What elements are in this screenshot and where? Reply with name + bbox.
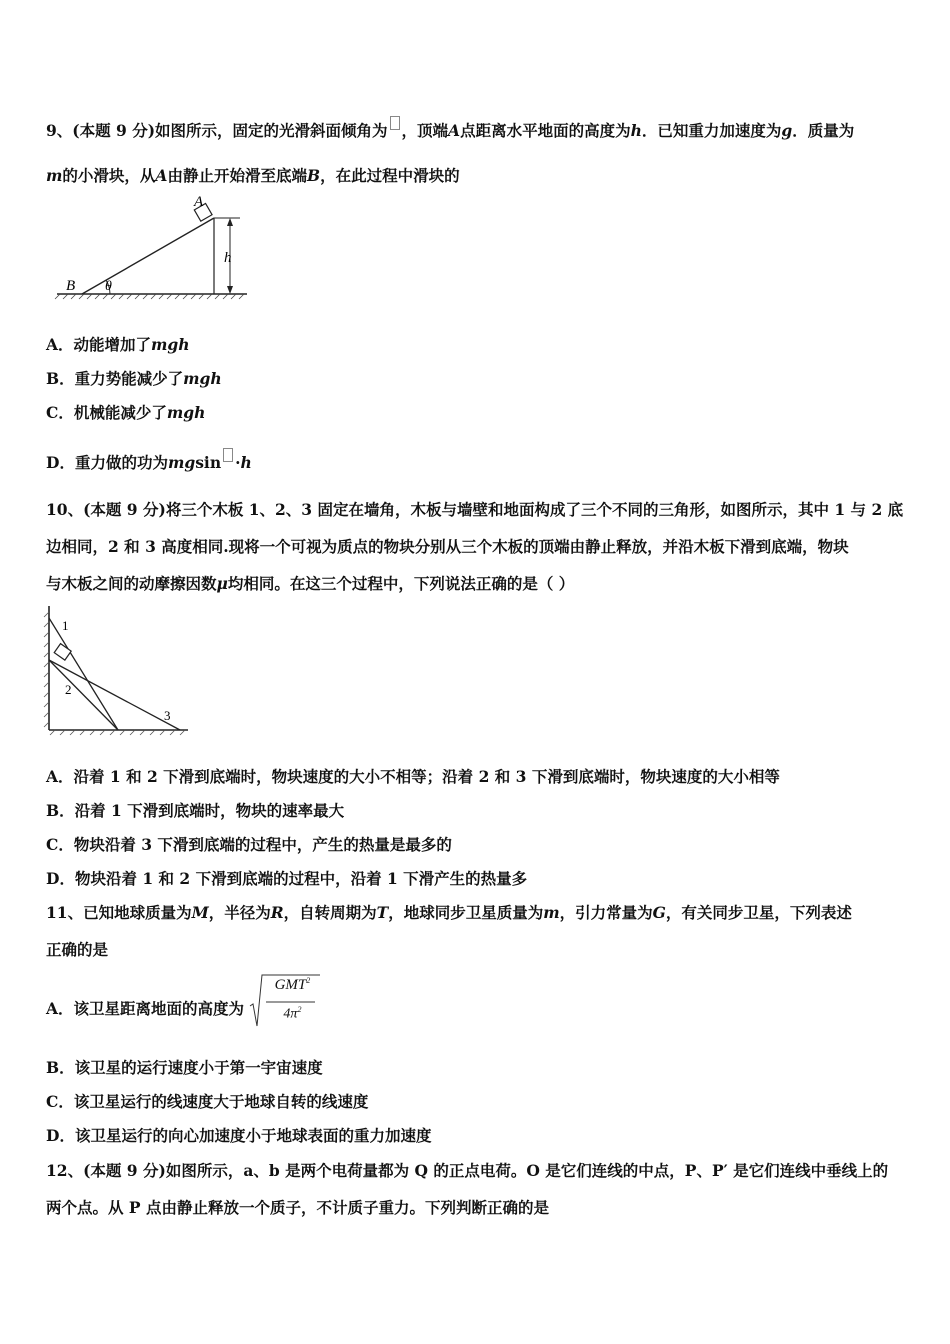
q11-var: m: [543, 903, 560, 922]
option-label: C．机械能减少了: [46, 403, 167, 422]
q11-option-a[interactable]: [46, 976, 321, 1022]
q9-incline-figure: [52, 192, 252, 302]
q9-text: 9、(本题 9 分)如图所示，固定的光滑斜面倾角为: [46, 121, 388, 140]
q11-stem-line1: [46, 901, 852, 923]
option-value: h: [240, 453, 252, 472]
formula-numerator: GMT: [274, 977, 307, 993]
q10-fig-label-1: 1: [62, 618, 69, 633]
q12-stem-line1: 12、(本题 9 分)如图所示，a、b 是两个电荷量都为 Q 的正点电荷。O 是它们连线的中点，P、P′ 是它们连线中垂线上的: [46, 1161, 889, 1180]
option-label: A．动能增加了: [46, 335, 152, 354]
q10-stem-line1: 10、(本题 9 分)将三个木板 1、2、3 固定在墙角，木板与墙壁和地面构成了三个不同的三角形，如图所示，其中 1 与 2 底: [46, 500, 904, 519]
option-value: mgh: [166, 403, 206, 422]
q10-option-b[interactable]: B．沿着 1 下滑到底端时，物块的速率最大: [46, 801, 345, 820]
option-value: sin: [195, 453, 222, 472]
q11-text: ，半径为: [208, 903, 271, 922]
q9-fig-label-A: A: [194, 194, 204, 210]
incline-surface: [82, 218, 214, 294]
option-label: A．该卫星距离地面的高度为: [46, 999, 245, 1018]
q9-text: 的小滑块，从: [62, 166, 156, 185]
option-value: ·: [235, 453, 241, 472]
q9-stem-line2: [46, 164, 460, 186]
board-2: [49, 660, 118, 730]
q9-var: h: [630, 121, 642, 140]
formula-denominator: 4π: [283, 1006, 298, 1022]
q10-fig-label-3: 3: [164, 708, 171, 723]
q11-text: ，地球同步卫星质量为: [388, 903, 544, 922]
q10-stem-line2: 边相同，2 和 3 高度相同.现将一个可视为质点的物块分别从三个木板的顶端由静止释放，并沿木板下滑到底端，物块: [46, 537, 849, 556]
option-label: D．重力做的功为: [46, 453, 168, 472]
q9-stem-line1: [46, 116, 854, 141]
q11-text: ，引力常量为: [559, 903, 653, 922]
q10-text: 与木板之间的动摩擦因数: [46, 574, 217, 593]
q9-var: m: [46, 166, 63, 185]
option-value: mgh: [151, 335, 190, 354]
q9-var: g: [781, 121, 793, 140]
q9-text: ，在此过程中滑块的: [320, 166, 460, 185]
q11-var: G: [652, 903, 666, 922]
q9-var: A: [155, 166, 168, 185]
q11-var: R: [270, 903, 284, 922]
option-value: mg: [167, 453, 196, 472]
q9-option-a[interactable]: [46, 333, 190, 355]
q9-var: A: [448, 121, 461, 140]
q9-text: ，顶端: [401, 121, 449, 140]
q11-var: T: [376, 903, 389, 922]
q10-option-d[interactable]: D．物块沿着 1 和 2 下滑到底端的过程中，沿着 1 下滑产生的热量多: [46, 869, 528, 888]
q9-option-c[interactable]: [46, 401, 205, 423]
q10-option-c[interactable]: C．物块沿着 3 下滑到底端的过程中，产生的热量是最多的: [46, 835, 452, 854]
q9-text: 由静止开始滑至底端: [167, 166, 307, 185]
q11-option-b[interactable]: B．该卫星的运行速度小于第一宇宙速度: [46, 1058, 323, 1077]
q9-fig-label-theta: θ: [105, 279, 112, 294]
sqrt-formula: [249, 976, 321, 1022]
formula-exponent: 2: [306, 976, 311, 985]
q9-option-b[interactable]: [46, 367, 222, 389]
q9-fig-label-B: B: [66, 278, 76, 294]
q11-var: M: [191, 903, 209, 922]
formula-exponent: 2: [297, 1005, 302, 1014]
q9-text: ．质量为: [792, 121, 855, 140]
q11-option-c[interactable]: C．该卫星运行的线速度大于地球自转的线速度: [46, 1092, 369, 1111]
q9-fig-label-h: h: [224, 250, 232, 266]
q11-text: ，有关同步卫星，下列表述: [665, 903, 852, 922]
missing-glyph-box-icon: [223, 448, 233, 462]
q10-var: μ: [216, 574, 228, 593]
q9-option-d[interactable]: [46, 448, 252, 473]
q10-fig-label-2: 2: [65, 682, 72, 697]
q11-option-d[interactable]: D．该卫星运行的向心加速度小于地球表面的重力加速度: [46, 1126, 432, 1145]
option-value: mgh: [183, 369, 222, 388]
option-label: B．重力势能减少了: [46, 369, 184, 388]
q9-text: ．已知重力加速度为: [641, 121, 782, 140]
block: [54, 644, 71, 660]
missing-glyph-box-icon: [390, 116, 400, 130]
q10-text: 均相同。在这三个过程中，下列说法正确的是（ ）: [227, 574, 575, 593]
q10-option-a[interactable]: A．沿着 1 和 2 下滑到底端时，物块速度的大小不相等；沿着 2 和 3 下滑到底端时，物块速度的大小相等: [46, 767, 780, 786]
q11-text: ，自转周期为: [283, 903, 377, 922]
q11-text: 11、已知地球质量为: [46, 903, 192, 922]
q9-var: B: [306, 166, 321, 185]
q9-text: 点距离水平地面的高度为: [460, 121, 631, 140]
q12-stem-line2: 两个点。从 P 点由静止释放一个质子，不计质子重力。下列判断正确的是: [46, 1198, 549, 1217]
q11-stem-line2: 正确的是: [46, 940, 109, 959]
board-1: [49, 618, 118, 730]
q10-stem-line3: [46, 572, 574, 594]
q10-ramps-figure: [40, 604, 190, 736]
